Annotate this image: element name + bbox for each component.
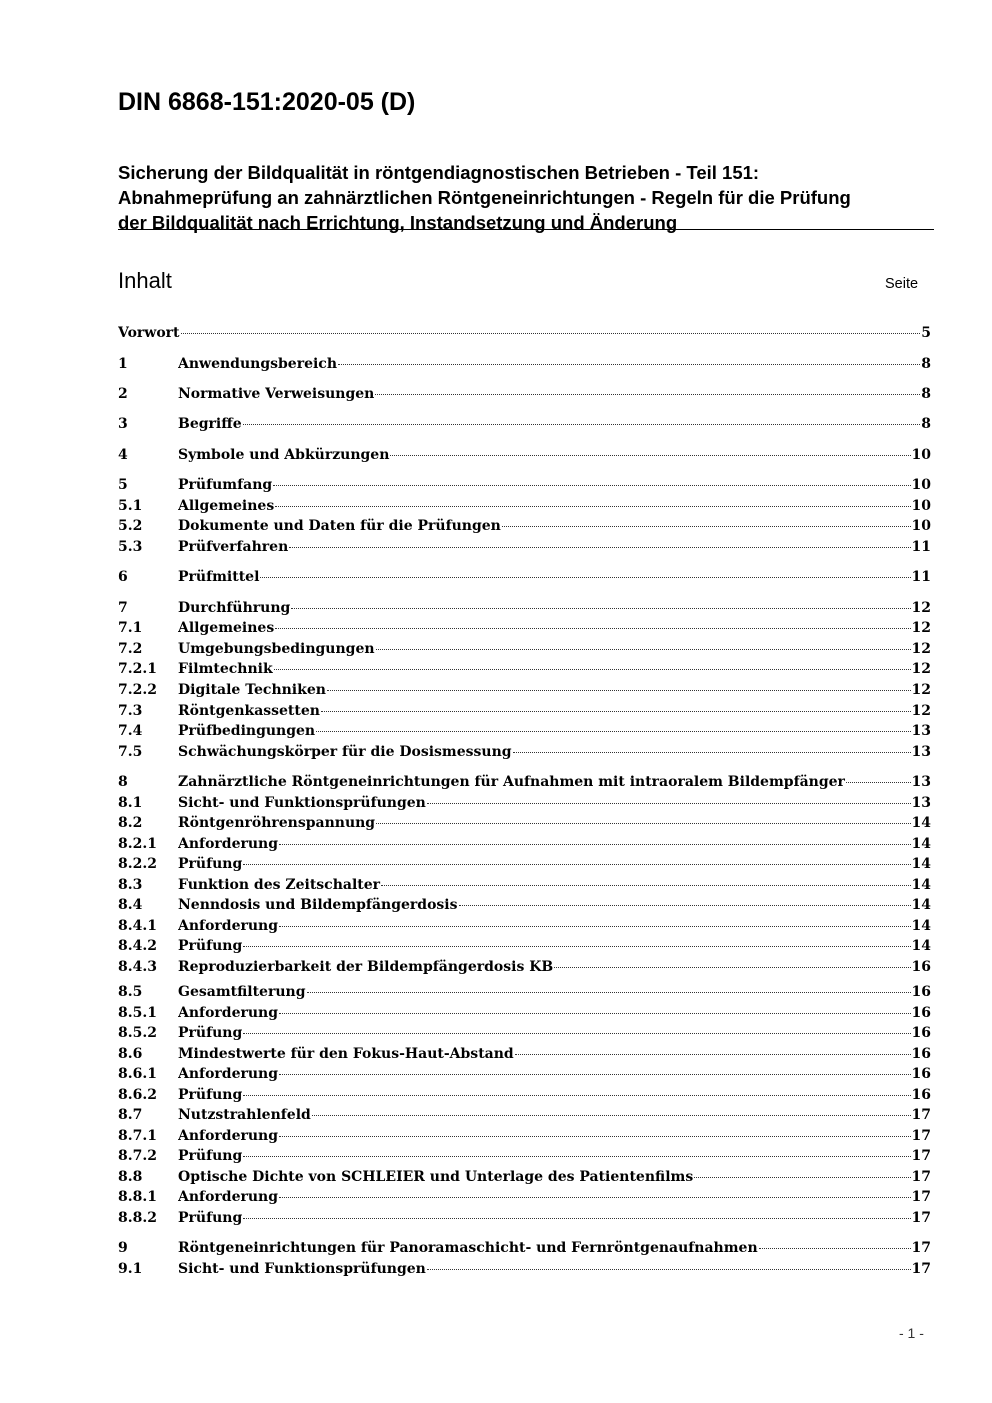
toc-entry-title: Prüfung [178, 1087, 243, 1103]
toc-entry-number: 7.3 [118, 703, 143, 719]
toc-entry[interactable] [118, 877, 931, 897]
toc-entry[interactable] [118, 1046, 931, 1066]
toc-entry-title: Durchführung [178, 600, 291, 616]
toc-entry-title: Prüfung [178, 1210, 243, 1226]
toc-entry-number: 8.3 [118, 877, 143, 893]
toc-dot-leader [243, 945, 910, 947]
toc-dot-leader [307, 991, 911, 993]
toc-entry-page: 14 [911, 938, 931, 954]
toc-entry[interactable] [118, 661, 931, 681]
toc-entry-page: 11 [911, 569, 931, 585]
toc-entry-number: 7.5 [118, 744, 143, 760]
toc-entry-page: 17 [911, 1240, 931, 1256]
toc-entry[interactable] [118, 836, 931, 856]
toc-dot-leader [321, 710, 911, 712]
toc-entry-number: 8.6.1 [118, 1066, 157, 1082]
toc-entry[interactable] [118, 938, 931, 958]
toc-dot-leader [289, 546, 910, 548]
toc-entry[interactable] [118, 795, 931, 815]
toc-entry-page: 14 [911, 897, 931, 913]
subtitle-line: der Bildqualität nach Errichtung, Instandsetzung und Änderung [118, 212, 678, 233]
toc-entry-page: 12 [911, 661, 931, 677]
toc-entry[interactable] [118, 539, 931, 559]
toc-entry-title: Prüfung [178, 938, 243, 954]
toc-entry[interactable] [118, 620, 931, 640]
toc-entry[interactable] [118, 959, 931, 979]
toc-entry[interactable] [118, 325, 931, 345]
toc-entry-number: 9.1 [118, 1261, 143, 1277]
toc-entry-title: Prüfung [178, 856, 243, 872]
toc-entry[interactable] [118, 1189, 931, 1209]
toc-entry-page: 13 [911, 744, 931, 760]
toc-entry-title: Reproduzierbarkeit der Bildempfängerdosis KB [178, 959, 554, 975]
toc-entry-page: 17 [911, 1261, 931, 1277]
toc-entry[interactable] [118, 416, 931, 436]
toc-entry-page: 10 [911, 518, 931, 534]
toc-entry-page: 14 [911, 815, 931, 831]
toc-dot-leader [243, 863, 910, 865]
toc-dot-leader [316, 730, 910, 732]
toc-entry-number: 1 [118, 356, 128, 372]
toc-entry[interactable] [118, 600, 931, 620]
toc-entry-number: 5 [118, 477, 128, 493]
toc-dot-leader [279, 843, 911, 845]
toc-entry[interactable] [118, 447, 931, 467]
toc-dot-leader [375, 393, 920, 395]
toc-entry-page: 17 [911, 1210, 931, 1226]
subtitle-line: Sicherung der Bildqualität in röntgendiagnostischen Betrieben - Teil 151: [118, 162, 760, 183]
toc-entry-number: 8.2 [118, 815, 143, 831]
toc-entry-title: Anforderung [178, 918, 278, 934]
toc-entry-number: 8.2.1 [118, 836, 157, 852]
toc-entry-page: 17 [911, 1189, 931, 1205]
toc-entry-number: 7.2 [118, 641, 143, 657]
toc-entry[interactable] [118, 498, 931, 518]
toc-dot-leader [279, 1196, 911, 1198]
toc-entry-title: Prüfumfang [178, 477, 273, 493]
toc-entry[interactable] [118, 774, 931, 794]
toc-entry-number: 8.8 [118, 1169, 143, 1185]
toc-entry-title: Filmtechnik [178, 661, 273, 677]
toc-entry-number: 7.4 [118, 723, 143, 739]
toc-entry-number: 8.5.2 [118, 1025, 157, 1041]
toc-entry-page: 5 [921, 325, 931, 341]
toc-entry-number: 8.4 [118, 897, 143, 913]
toc-entry-page: 14 [911, 877, 931, 893]
toc-dot-leader [279, 1073, 911, 1075]
toc-entry-number: 7.1 [118, 620, 143, 636]
toc-entry-number: 8.1 [118, 795, 143, 811]
toc-entry-number: 4 [118, 447, 128, 463]
toc-entry[interactable] [118, 1240, 931, 1260]
toc-entry-page: 16 [911, 959, 931, 975]
toc-entry-title: Prüfbedingungen [178, 723, 316, 739]
toc-entry-page: 16 [911, 1005, 931, 1021]
toc-entry-page: 8 [921, 356, 931, 372]
toc-entry-number: 8.7.2 [118, 1148, 157, 1164]
toc-entry-number: 8.6.2 [118, 1087, 157, 1103]
toc-entry-title: Anwendungsbereich [178, 356, 337, 372]
toc-entry-title: Anforderung [178, 836, 278, 852]
toc-entry-title: Begriffe [178, 416, 242, 432]
toc-entry-title: Prüfung [178, 1025, 243, 1041]
toc-dot-leader [243, 1032, 910, 1034]
toc-entry-page: 16 [911, 1046, 931, 1062]
toc-dot-leader [694, 1176, 910, 1178]
toc-dot-leader [338, 363, 920, 365]
toc-entry-page: 16 [911, 1066, 931, 1082]
toc-entry-title: Röntgenröhrenspannung [178, 815, 376, 831]
toc-entry-title: Röntgenkassetten [178, 703, 320, 719]
toc-entry-number: 7.2.2 [118, 682, 157, 698]
toc-dot-leader [291, 607, 910, 609]
toc-entry[interactable] [118, 477, 931, 497]
toc-dot-leader [260, 576, 910, 578]
toc-entry[interactable] [118, 723, 931, 743]
toc-entry[interactable] [118, 641, 931, 661]
toc-entry[interactable] [118, 1066, 931, 1086]
toc-entry-number: 8.2.2 [118, 856, 157, 872]
toc-dot-leader [243, 1155, 910, 1157]
toc-entry-number: 7 [118, 600, 128, 616]
toc-entry-page: 17 [911, 1128, 931, 1144]
toc-entry-number: 8.4.1 [118, 918, 157, 934]
toc-entry-number: 8 [118, 774, 128, 790]
toc-entry-title: Nenndosis und Bildempfängerdosis [178, 897, 458, 913]
toc-entry-title: Mindestwerte für den Fokus-Haut-Abstand [178, 1046, 514, 1062]
toc-entry-title: Normative Verweisungen [178, 386, 375, 402]
toc-dot-leader [376, 648, 911, 650]
toc-entry-page: 16 [911, 1025, 931, 1041]
toc-dot-leader [554, 966, 910, 968]
toc-entry[interactable] [118, 856, 931, 876]
toc-dot-leader [243, 423, 921, 425]
toc-entry-title: Anforderung [178, 1005, 278, 1021]
toc-entry-title: Gesamtfilterung [178, 984, 306, 1000]
subtitle-line: Abnahmeprüfung an zahnärztlichen Röntgeneinrichtungen - Regeln für die Prüfung [118, 187, 851, 208]
toc-entry-page: 12 [911, 703, 931, 719]
toc-entry[interactable] [118, 1107, 931, 1127]
toc-entry-number: 8.6 [118, 1046, 143, 1062]
toc-dot-leader [459, 904, 911, 906]
toc-entry[interactable] [118, 1169, 931, 1189]
toc-entry-title: Anforderung [178, 1066, 278, 1082]
toc-entry[interactable] [118, 815, 931, 835]
toc-entry-page: 12 [911, 600, 931, 616]
toc-entry[interactable] [118, 518, 931, 538]
toc-entry[interactable] [118, 682, 931, 702]
toc-entry-page: 8 [921, 386, 931, 402]
toc-entry[interactable] [118, 744, 931, 764]
toc-entry-page: 8 [921, 416, 931, 432]
toc-dot-leader [513, 751, 911, 753]
toc-entry-page: 10 [911, 447, 931, 463]
toc-entry-title: Allgemeines [178, 498, 275, 514]
toc-entry-page: 13 [911, 723, 931, 739]
document-id: DIN 6868-151:2020-05 (D) [118, 88, 416, 116]
toc-entry-page: 14 [911, 856, 931, 872]
toc-entry-number: 3 [118, 416, 128, 432]
toc-dot-leader [515, 1053, 911, 1055]
toc-entry-title: Optische Dichte von SCHLEIER und Unterlage des Patientenfilms [178, 1169, 694, 1185]
toc-entry[interactable] [118, 1128, 931, 1148]
toc-dot-leader [275, 627, 910, 629]
toc-entry-title: Umgebungsbedingungen [178, 641, 375, 657]
toc-dot-leader [381, 884, 911, 886]
toc-entry-page: 10 [911, 498, 931, 514]
page-number: - 1 - [899, 1325, 924, 1341]
toc-dot-leader [427, 1268, 911, 1270]
toc-dot-leader [427, 802, 911, 804]
toc-entry-number: 8.8.1 [118, 1189, 157, 1205]
toc-dot-leader [279, 1135, 911, 1137]
toc-dot-leader [279, 925, 911, 927]
toc-entry[interactable] [118, 897, 931, 917]
toc-entry-page: 13 [911, 795, 931, 811]
toc-entry[interactable] [118, 984, 931, 1004]
toc-entry-page: 12 [911, 620, 931, 636]
toc-entry-page: 10 [911, 477, 931, 493]
toc-entry-title: Symbole und Abkürzungen [178, 447, 390, 463]
toc-entry[interactable] [118, 1087, 931, 1107]
toc-entry[interactable] [118, 356, 931, 376]
toc-entry[interactable] [118, 1210, 931, 1230]
toc-entry[interactable] [118, 703, 931, 723]
toc-entry-page: 16 [911, 984, 931, 1000]
toc-dot-leader [390, 454, 910, 456]
toc-entry-title: Röntgeneinrichtungen für Panoramaschicht- und Fernröntgenaufnahmen [178, 1240, 758, 1256]
toc-entry-title: Schwächungskörper für die Dosismessung [178, 744, 512, 760]
toc-entry-number: 8.7 [118, 1107, 143, 1123]
toc-entry-number: 8.8.2 [118, 1210, 157, 1226]
toc-entry-page: 14 [911, 918, 931, 934]
toc-entry[interactable] [118, 1148, 931, 1168]
toc-entry-title: Nutzstrahlenfeld [178, 1107, 311, 1123]
toc-entry-page: 17 [911, 1107, 931, 1123]
toc-entry-number: 9 [118, 1240, 128, 1256]
toc-entry-number: 5.1 [118, 498, 143, 514]
toc-entry-number: 6 [118, 569, 128, 585]
toc-entry-title: Anforderung [178, 1189, 278, 1205]
toc-entry-page: 17 [911, 1148, 931, 1164]
toc-entry-title: Dokumente und Daten für die Prüfungen [178, 518, 501, 534]
toc-entry-title: Digitale Techniken [178, 682, 326, 698]
table-of-contents [118, 0, 931, 1403]
toc-entry-number: 8.4.2 [118, 938, 157, 954]
toc-dot-leader [846, 781, 911, 783]
toc-entry-number: 2 [118, 386, 128, 402]
toc-dot-leader [243, 1217, 910, 1219]
toc-entry-title: Prüfmittel [178, 569, 260, 585]
toc-entry-title: Sicht- und Funktionsprüfungen [178, 795, 426, 811]
toc-entry[interactable] [118, 569, 931, 589]
toc-entry-page: 12 [911, 682, 931, 698]
toc-dot-leader [327, 689, 911, 691]
toc-dot-leader [312, 1114, 911, 1116]
toc-entry-page: 14 [911, 836, 931, 852]
toc-dot-leader [376, 822, 910, 824]
toc-entry-page: 13 [911, 774, 931, 790]
toc-entry-title: Vorwort [118, 325, 180, 341]
toc-entry-number: 8.7.1 [118, 1128, 157, 1144]
toc-entry-page: 16 [911, 1087, 931, 1103]
page-column-label: Seite [885, 276, 919, 292]
toc-entry-page: 17 [911, 1169, 931, 1185]
toc-entry-number: 8.5.1 [118, 1005, 157, 1021]
toc-entry-title: Prüfverfahren [178, 539, 289, 555]
toc-dot-leader [502, 525, 911, 527]
toc-entry-number: 7.2.1 [118, 661, 157, 677]
toc-dot-leader [181, 332, 921, 334]
toc-entry-page: 11 [911, 539, 931, 555]
toc-entry[interactable] [118, 1261, 931, 1281]
toc-dot-leader [243, 1094, 910, 1096]
toc-entry-number: 8.4.3 [118, 959, 157, 975]
toc-entry-number: 8.5 [118, 984, 143, 1000]
toc-heading: Inhalt [118, 268, 172, 293]
toc-entry-number: 5.2 [118, 518, 143, 534]
toc-entry-title: Zahnärztliche Röntgeneinrichtungen für Aufnahmen mit intraoralem Bildempfänger [178, 774, 845, 790]
toc-entry-title: Allgemeines [178, 620, 275, 636]
toc-entry-title: Prüfung [178, 1148, 243, 1164]
toc-entry[interactable] [118, 1025, 931, 1045]
toc-dot-leader [274, 668, 911, 670]
toc-entry[interactable] [118, 1005, 931, 1025]
toc-entry-page: 12 [911, 641, 931, 657]
toc-dot-leader [759, 1247, 911, 1249]
toc-entry[interactable] [118, 918, 931, 938]
toc-entry-number: 5.3 [118, 539, 143, 555]
toc-entry[interactable] [118, 386, 931, 406]
toc-entry-title: Funktion des Zeitschalter [178, 877, 381, 893]
toc-dot-leader [275, 505, 910, 507]
toc-dot-leader [279, 1012, 911, 1014]
toc-entry-title: Sicht- und Funktionsprüfungen [178, 1261, 426, 1277]
toc-entry-title: Anforderung [178, 1128, 278, 1144]
toc-dot-leader [273, 484, 910, 486]
